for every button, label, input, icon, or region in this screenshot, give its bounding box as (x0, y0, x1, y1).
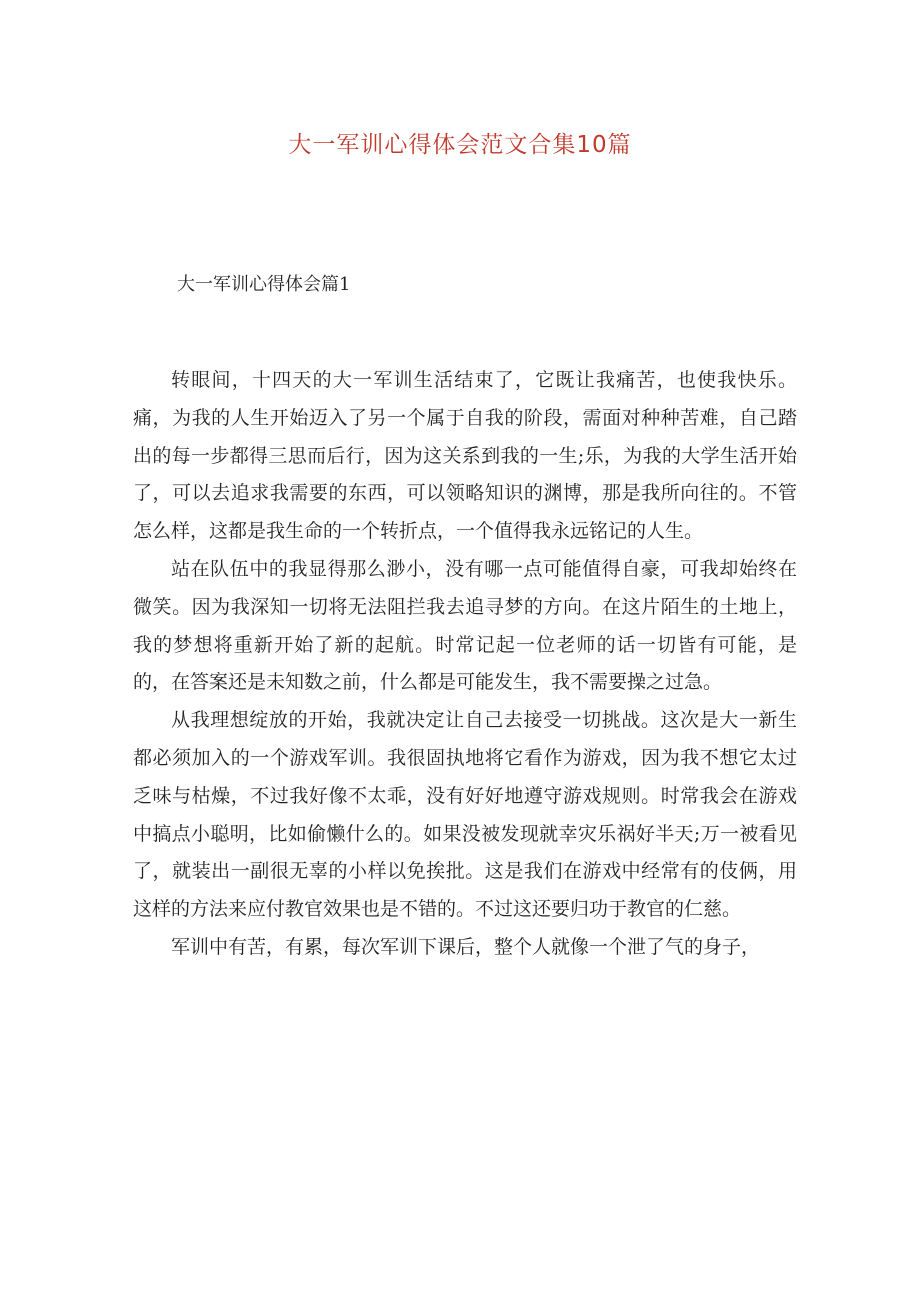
paragraph: 军训中有苦，有累，每次军训下课后，整个人就像一个泄了气的身子， (171, 935, 761, 958)
paragraph: 站在队伍中的我显得那么渺小，没有哪一点可能值得自豪，可我却始终在微笑。因为我深知一切将无法阻拦我去追寻梦的方向。在这片陌生的土地上，我的梦想将重新开始了新的起航。时常记起一位老师的话一切皆有可能，是的，在答案还是未知数之前，什么都是可能发生，我不需要操之过急。 (133, 557, 797, 694)
paragraph: 转眼间，十四天的大一军训生活结束了，它既让我痛苦，也使我快乐。痛，为我的人生开始迈入了另一个属于自我的阶段，需面对种种苦难，自己踏出的每一步都得三思而后行，因为这关系到我的一生;乐，为我的大学生活开始了，可以去追求我需要的东西，可以领略知识的渊博，那是我所向往的。不管怎么样，这都是我生命的一个转折点，一个值得我永远铭记的人生。 (133, 369, 797, 543)
document-title: 大一军训心得体会范文合集10篇 (288, 132, 632, 158)
document-body (133, 362, 797, 967)
paragraph: 从我理想绽放的开始，我就决定让自己去接受一切挑战。这次是大一新生都必须加入的一个游戏军训。我很固执地将它看作为游戏，因为我不想它太过乏味与枯燥，不过我好像不太乖，没有好好地遵守游戏规则。时常我会在游戏中搞点小聪明，比如偷懒什么的。如果没被发现就幸灾乐祸好半天;万一被看见了，就装出一副很无辜的小样以免挨批。这是我们在游戏中经常有的伎俩，用这样的方法来应付教官效果也是不错的。不过这还要归功于教官的仁慈。 (133, 709, 797, 921)
section-heading: 大一军训心得体会篇1 (177, 274, 351, 295)
